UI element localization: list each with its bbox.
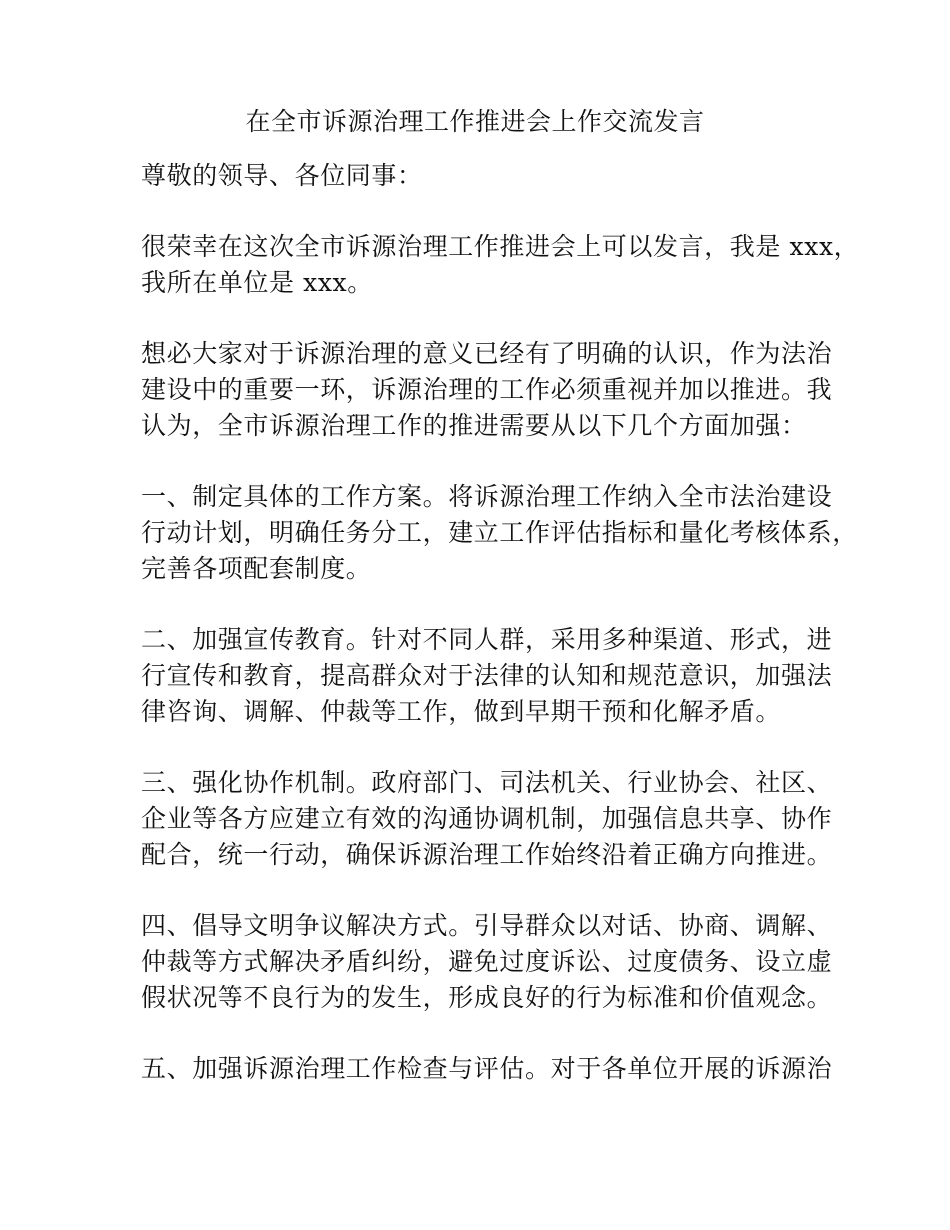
paragraph-line: 建设中的重要一环，诉源治理的工作必须重视并加以推进。我 <box>141 375 833 404</box>
paragraph-salutation <box>141 158 813 194</box>
paragraph-point-5 <box>141 1051 833 1087</box>
paragraph-line: 很荣幸在这次全市诉源治理工作推进会上可以发言，我是 xxx， <box>141 232 860 261</box>
paragraph-line: 想必大家对于诉源治理的意义已经有了明确的认识，作为法治 <box>141 339 833 368</box>
paragraph-line: 四、倡导文明争议解决方式。引导群众以对话、协商、调解、 <box>141 911 833 940</box>
paragraph-line: 尊敬的领导、各位同事： <box>141 161 423 190</box>
paragraph-line: 二、加强宣传教育。针对不同人群，采用多种渠道、形式，进 <box>141 625 833 654</box>
paragraph-overview <box>141 336 833 444</box>
paragraph-line: 完善各项配套制度。 <box>141 554 372 583</box>
paragraph-point-3 <box>141 765 833 873</box>
paragraph-line: 一、制定具体的工作方案。将诉源治理工作纳入全市法治建设 <box>141 482 833 511</box>
paragraph-point-2 <box>141 622 833 730</box>
paragraph-line: 企业等各方应建立有效的沟通协调机制，加强信息共享、协作 <box>141 804 833 833</box>
document-title: 在全市诉源治理工作推进会上作交流发言 <box>245 107 705 136</box>
paragraph-line: 律咨询、调解、仲裁等工作，做到早期干预和化解矛盾。 <box>141 697 782 726</box>
paragraph-point-1 <box>141 479 858 587</box>
paragraph-line: 假状况等不良行为的发生，形成良好的行为标准和价值观念。 <box>141 983 833 1012</box>
paragraph-line: 行动计划，明确任务分工，建立工作评估指标和量化考核体系， <box>141 518 858 547</box>
paragraph-line: 行宣传和教育，提高群众对于法律的认知和规范意识，加强法 <box>141 661 833 690</box>
paragraph-line: 仲裁等方式解决矛盾纠纷，避免过度诉讼、过度债务、设立虚 <box>141 947 833 976</box>
document-body <box>141 158 860 1087</box>
paragraph-line: 我所在单位是 xxx。 <box>141 268 373 297</box>
paragraph-line: 三、强化协作机制。政府部门、司法机关、行业协会、社区、 <box>141 768 833 797</box>
paragraph-point-4 <box>141 908 833 1016</box>
paragraph-line: 配合，统一行动，确保诉源治理工作始终沿着正确方向推进。 <box>141 840 833 869</box>
paragraph-line: 五、加强诉源治理工作检查与评估。对于各单位开展的诉源治 <box>141 1054 833 1083</box>
paragraph-line: 认为，全市诉源治理工作的推进需要从以下几个方面加强： <box>141 411 807 440</box>
paragraph-intro <box>141 229 860 301</box>
